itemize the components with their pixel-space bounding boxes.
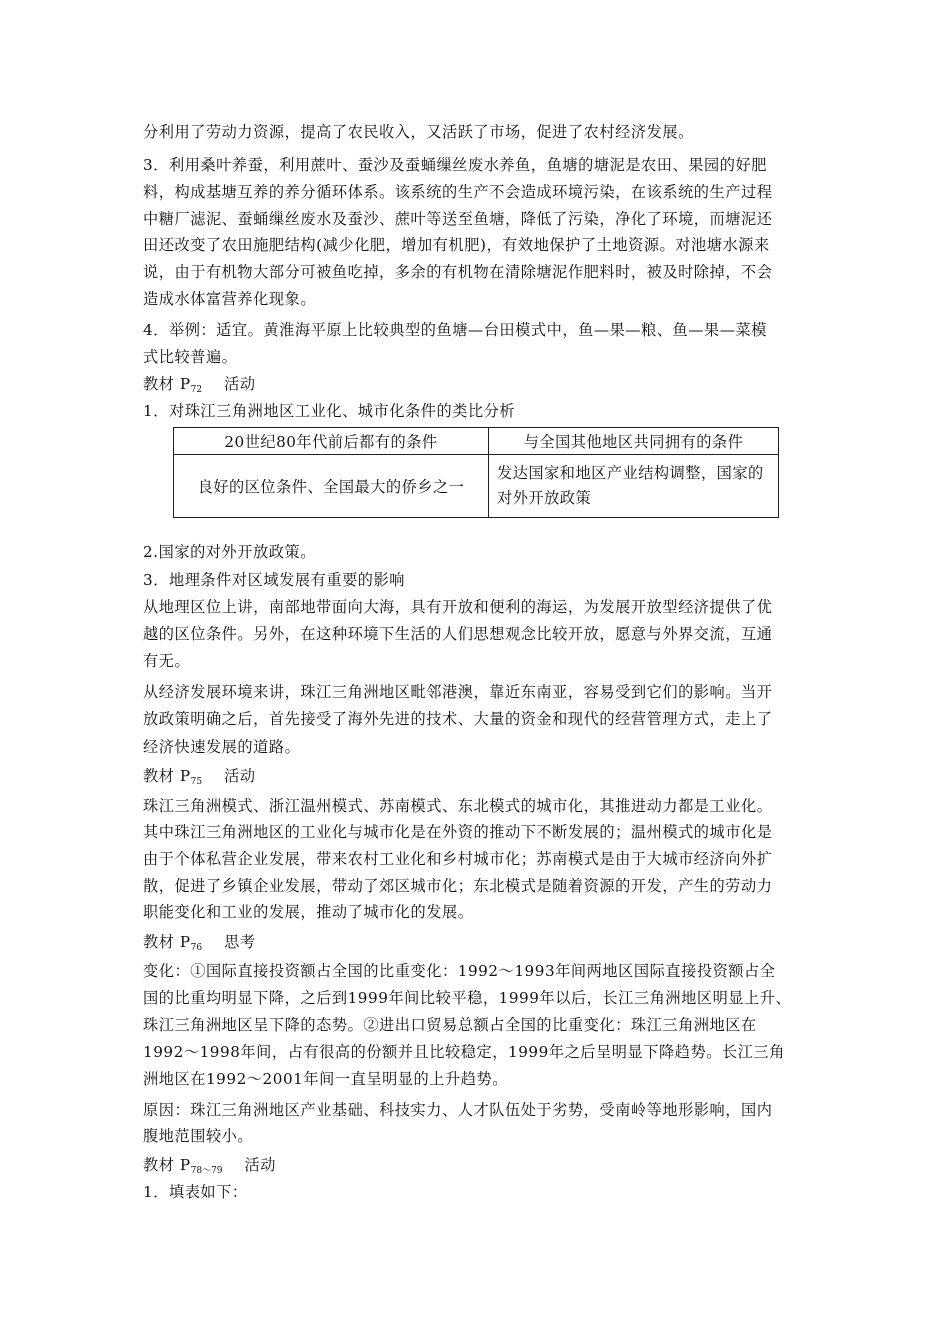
header-prefix: 教材 P	[143, 767, 191, 785]
header-page: 76	[190, 943, 203, 953]
paragraph-line: 田还改变了农田施肥结构(减少化肥，增加有机肥)，有效地保护了土地资源。对池塘水源来	[143, 236, 770, 254]
header-label: 活动	[224, 375, 256, 393]
header-label: 活动	[224, 767, 256, 785]
header-label: 思考	[224, 933, 256, 951]
section-header	[143, 1156, 276, 1180]
section-header	[143, 375, 256, 399]
paragraph-line: 3．利用桑叶养蚕，利用蔗叶、蚕沙及蚕蛹缫丝废水养鱼，鱼塘的塘泥是农田、果园的好肥	[143, 156, 767, 174]
paragraph-line: 越的区位条件。另外，在这种环境下生活的人们思想观念比较开放，愿意与外界交流，互通	[143, 625, 773, 643]
paragraph-line: 造成水体富营养化现象。	[143, 290, 317, 308]
header-page: 72	[190, 385, 203, 395]
paragraph-line: 腹地范围较小。	[143, 1127, 254, 1145]
paragraph-line: 经济快速发展的道路。	[143, 738, 301, 756]
paragraph-line: 变化：①国际直接投资额占全国的比重变化：1992～1993年间两地区国际直接投资额占全	[143, 962, 776, 980]
paragraph-line: 有无。	[143, 652, 191, 670]
paragraph-line: 其中珠江三角洲地区的工业化与城市化是在外资的推动下不断发展的；温州模式的城市化是	[143, 823, 773, 841]
header-label: 活动	[244, 1156, 277, 1174]
paragraph-line: 1992～1998年间，占有很高的份额并且比较稳定，1999年之后呈明显下降趋势。长江三角	[143, 1043, 785, 1061]
paragraph-line: 由于个体私营企业发展，带来农村工业化和乡村城市化；苏南模式是由于大城市经济向外扩	[143, 850, 773, 868]
paragraph-line: 1．对珠江三角洲地区工业化、城市化条件的类比分析	[143, 402, 516, 420]
paragraph-line: 2.国家的对外开放政策。	[143, 543, 316, 561]
paragraph-line: 从经济发展环境来讲，珠江三角洲地区毗邻港澳，靠近东南亚，容易受到它们的影响。当开	[143, 683, 773, 701]
paragraph-line: 料，构成基塘互养的养分循环体系。该系统的生产不会造成环境污染，在该系统的生产过程	[143, 183, 773, 201]
table-row	[174, 455, 779, 518]
paragraph-line: 从地理区位上讲，南部地带面向大海，具有开放和便利的海运，为发展开放型经济提供了优	[143, 598, 773, 616]
paragraph-line: 洲地区在1992～2001年间一直呈明显的上升趋势。	[143, 1070, 508, 1088]
table-cell: 发达国家和地区产业结构调整，国家的对外开放政策	[489, 455, 779, 518]
paragraph-line: 放政策明确之后，首先接受了海外先进的技术、大量的资金和现代的经营管理方式，走上了	[143, 710, 773, 728]
comparison-table	[173, 427, 779, 518]
section-header	[143, 767, 256, 791]
header-prefix: 教材 P	[143, 933, 191, 951]
header-page: 75	[190, 777, 203, 787]
paragraph-line: 珠江三角洲地区呈下降的态势。②进出口贸易总额占全国的比重变化：珠江三角洲地区在	[143, 1016, 757, 1034]
paragraph-line: 国的比重均明显下降，之后到1999年间比较平稳，1999年以后，长江三角洲地区明显上升、	[143, 989, 792, 1007]
paragraph-line: 4．举例：适宜。黄淮海平原上比较典型的鱼塘—台田模式中，鱼—果—粮、鱼—果—菜模	[143, 321, 767, 339]
section-header	[143, 933, 256, 957]
paragraph-line: 说，由于有机物大部分可被鱼吃掉，多余的有机物在清除塘泥作肥料时，被及时除掉，不会	[143, 263, 773, 281]
paragraph-line: 原因：珠江三角洲地区产业基础、科技实力、人才队伍处于劣势，受南岭等地形影响，国内	[143, 1101, 773, 1119]
paragraph-line: 分利用了劳动力资源，提高了农民收入，又活跃了市场，促进了农村经济发展。	[143, 123, 694, 141]
paragraph-line: 1．填表如下：	[143, 1183, 248, 1201]
paragraph-line: 式比较普遍。	[143, 348, 238, 366]
paragraph-line: 中糖厂滤泥、蚕蛹缫丝废水及蚕沙、蔗叶等送至鱼塘，降低了污染，净化了环境，而塘泥还	[143, 210, 773, 228]
paragraph-line: 散，促进了乡镇企业发展，带动了郊区城市化；东北模式是随着资源的开发，产生的劳动力	[143, 877, 773, 895]
header-page: 78～79	[190, 1166, 223, 1176]
paragraph-line: 3．地理条件对区域发展有重要的影响	[143, 571, 406, 589]
table-header-row	[174, 428, 779, 455]
table-header-cell: 与全国其他地区共同拥有的条件	[489, 428, 779, 455]
table-cell: 良好的区位条件、全国最大的侨乡之一	[174, 455, 489, 518]
paragraph-line: 珠江三角洲模式、浙江温州模式、苏南模式、东北模式的城市化，其推进动力都是工业化。	[143, 797, 773, 815]
table-header-cell: 20世纪80年代前后都有的条件	[174, 428, 489, 455]
header-prefix: 教材 P	[143, 1156, 191, 1174]
header-prefix: 教材 P	[143, 375, 191, 393]
paragraph-line: 职能变化和工业的发展，推动了城市化的发展。	[143, 903, 474, 921]
